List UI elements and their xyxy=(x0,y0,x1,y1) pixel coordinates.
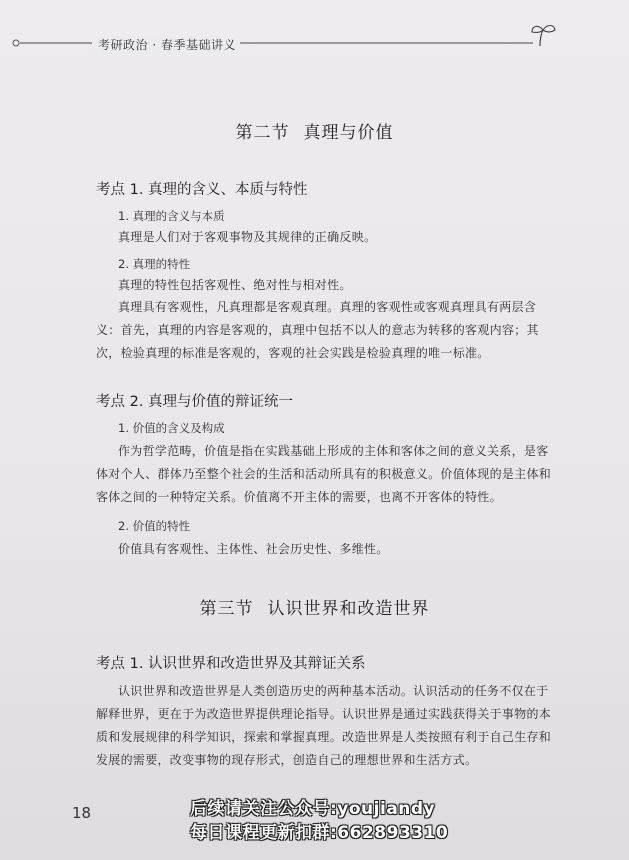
kp1-p3: 真理具有客观性，凡真理都是客观真理。真理的客观性或客观真理具有两层含义：首先，真理的内容是客观的，真理中包括不以人的意志为转移的客观内容；其次，检验真理的标准是客观的，客观的社会实践是检验真理的唯一标准。 xyxy=(96,300,539,360)
section-3-number: 第三节 xyxy=(199,599,254,619)
kp2-sub1: 1. 价值的含义及构成 xyxy=(118,421,225,435)
kp2-p2: 价值具有客观性、主体性、社会历史性、多维性。 xyxy=(118,542,389,556)
section-3-heading: 认识世界和改造世界 xyxy=(267,599,430,619)
section-2-heading: 真理与价值 xyxy=(303,123,394,143)
header-rule xyxy=(8,22,548,52)
kp1-sub2: 2. 真理的特性 xyxy=(118,257,191,271)
kp1-title: 考点 1. 真理的含义、本质与特性 xyxy=(96,182,308,198)
kp2-title: 考点 2. 真理与价值的辩证统一 xyxy=(96,394,294,410)
section-2-title xyxy=(0,118,629,143)
s3-kp1-p1: 认识世界和改造世界是人类创造历史的两种基本活动。认识活动的任务不仅在于解释世界，更在于为改造世界提供理论指导。认识世界是通过实践获得关于事物的本质和发展规律的科学知识，探索和掌握真理。改造世界是人类按照有利于自己生存和发展的需要，改变事物的现存形式，创造自己的理想世界和生活方式。 xyxy=(96,684,552,767)
kp2-sub2: 2. 价值的特性 xyxy=(118,519,191,533)
kp1-p2: 真理的特性包括客观性、绝对性与相对性。 xyxy=(118,278,352,292)
kp1-p1: 真理是人们对于客观事物及其规律的正确反映。 xyxy=(118,230,377,244)
watermark-line-1: 后续请关注公众号:youjiandy xyxy=(190,799,436,819)
s3-kp1-title: 考点 1. 认识世界和改造世界及其辩证关系 xyxy=(96,656,366,672)
sprout-icon xyxy=(528,22,558,48)
section-2-number: 第二节 xyxy=(235,123,290,143)
running-header: 考研政治 · 春季基础讲义 xyxy=(94,36,240,53)
kp2-p1: 作为哲学范畴，价值是指在实践基础上形成的主体和客体之间的意义关系，是客体对个人、群体乃至整个社会的生活和活动所具有的积极意义。价值体现的是主体和客体之间的一种特定关系。价值离不开主体的需要，也离不开客体的特性。 xyxy=(96,444,552,504)
section-3-title xyxy=(0,594,629,619)
page-number: 18 xyxy=(72,804,92,822)
kp1-sub1: 1. 真理的含义与本质 xyxy=(118,209,225,223)
watermark-line-2: 每日课程更新扣群:662893310 xyxy=(190,823,449,843)
